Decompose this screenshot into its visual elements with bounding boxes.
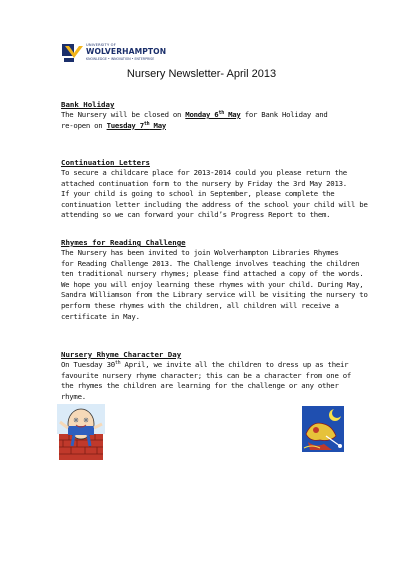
ordinal-suffix: th (218, 110, 224, 116)
humpty-dumpty-clipart (57, 404, 105, 462)
text-run: Tuesday 7 (106, 120, 144, 130)
page-title: Nursery Newsletter- April 2013 (126, 68, 277, 80)
continuation-line: If your child is going to school in September, please complete the (61, 189, 335, 199)
logo-tagline: KNOWLEDGE • INNOVATION • ENTERPRISE (86, 57, 155, 61)
emphasis-date (185, 110, 240, 119)
rhymes-line: for Reading Challenge 2013. The Challenge involves teaching the children (61, 258, 360, 268)
text-run: The Nursery will be closed on (61, 110, 186, 119)
rhymes-line: certificate in May. (61, 311, 140, 321)
ordinal-suffix: th (143, 120, 150, 127)
rhymes-line: We hope you will enjoy learning these rhymes with your child. During May, (61, 279, 364, 289)
rhymes-line: The Nursery has been invited to join Wolverhampton Libraries Rhymes (61, 248, 339, 257)
continuation-line: To secure a childcare place for 2013-2014 could you please return the (61, 168, 347, 177)
bank-holiday-line-1 (61, 110, 351, 121)
text-run: May (149, 120, 166, 130)
text-run: April, we invite all the children to dress up as their (120, 360, 349, 369)
character-day-line: favourite nursery rhyme character; this can be a character from one of (61, 370, 352, 380)
rhymes-line: ten traditional nursery rhymes; please find attached a copy of the words. (61, 269, 364, 279)
continuation-section (61, 158, 368, 221)
character-day-line: rhyme. (61, 391, 86, 401)
emphasis-date (107, 121, 166, 130)
ordinal-suffix: th (114, 360, 121, 366)
bank-holiday-heading: Bank Holiday (61, 100, 115, 109)
logo-line-wolverhampton: WOLVERHAMPTON (86, 47, 167, 56)
bank-holiday-line-2 (61, 121, 351, 132)
continuation-line: attending so we can forward your child’s Progress Report to them. (61, 210, 331, 220)
character-day-section (61, 350, 351, 402)
logo-line-university: UNIVERSITY OF (86, 43, 116, 47)
rhymes-section (61, 238, 368, 322)
rhymes-line: perform these rhymes with the children, all children will receive a (61, 300, 339, 310)
character-day-line: the rhymes the children are learning for the challenge or any other (61, 381, 339, 391)
rhymes-heading: Rhymes for Reading Challenge (61, 238, 186, 247)
hey-diddle-diddle-clipart (302, 406, 344, 452)
continuation-line: continuation letter including the address of the school your child will be (61, 199, 368, 209)
text-run: On Tuesday 30 (61, 360, 115, 369)
continuation-line: attached continuation form to the nursery by Friday the 3rd May 2013. (61, 178, 347, 188)
university-crest-icon (62, 42, 84, 64)
bank-holiday-section (61, 100, 351, 131)
character-day-heading: Nursery Rhyme Character Day (61, 350, 182, 359)
text-run: Monday 6 (185, 110, 219, 119)
character-day-line (61, 360, 351, 371)
university-logo (62, 42, 167, 64)
text-run: May (223, 110, 241, 119)
text-run: re-open on (61, 120, 107, 130)
rhymes-line: Sandra Williamson from the Library service will be visiting the nursery to (61, 290, 368, 300)
continuation-heading: Continuation Letters (61, 158, 150, 167)
text-run: for Bank Holiday and (240, 110, 328, 119)
